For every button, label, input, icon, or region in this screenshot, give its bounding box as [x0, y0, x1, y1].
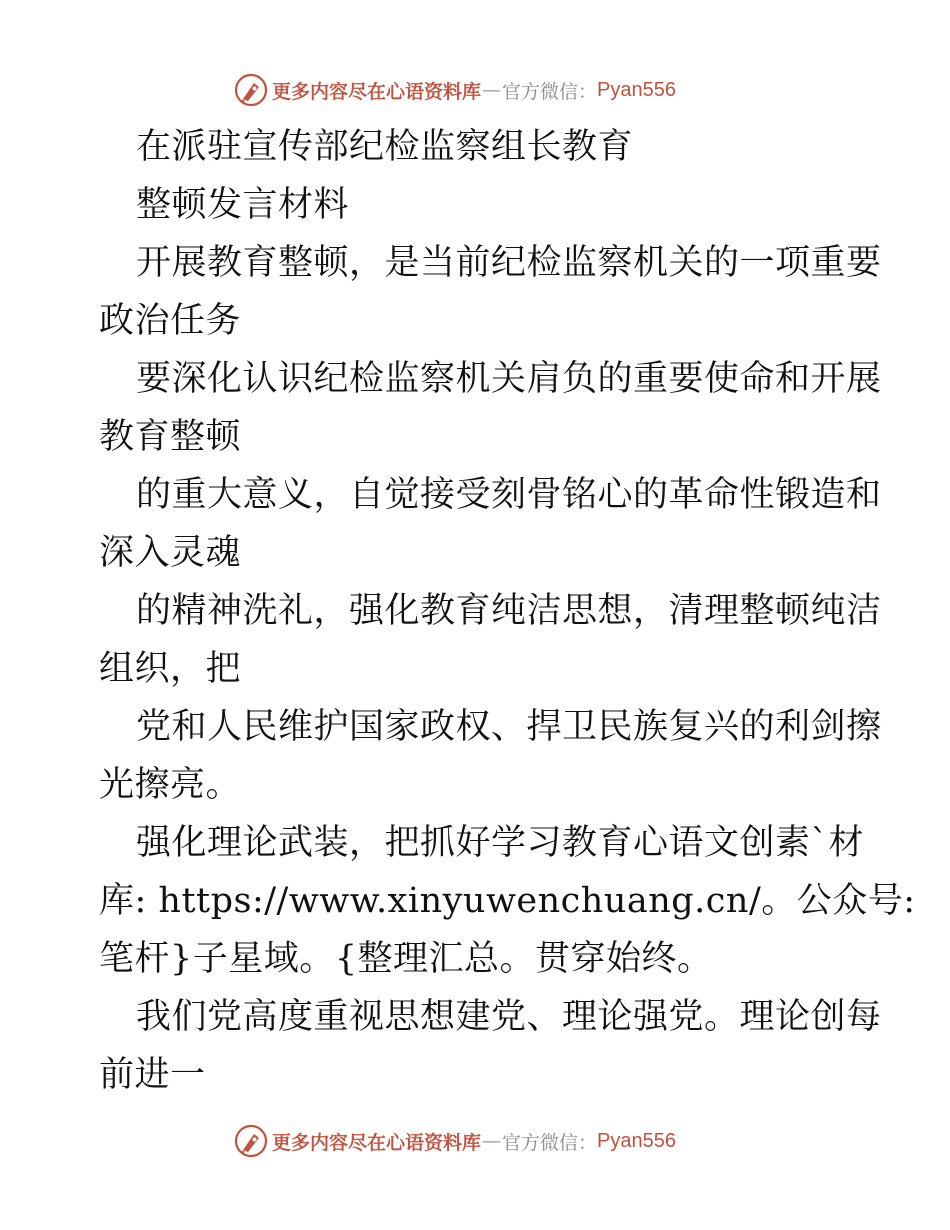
paragraph-line: 笔杆}子星域。{整理汇总。贯穿始终。 [99, 939, 713, 979]
paragraph-line: 我们党高度重视思想建党、理论强党。理论创每 [136, 997, 882, 1037]
document-title-line-1: 在派驻宣传部纪检监察组长教育 [136, 127, 634, 167]
footer-wechat-label: 官方微信： [502, 1131, 598, 1154]
header-brand-text: 更多内容尽在心语资料库 [272, 80, 482, 103]
footer-separator: — [482, 1130, 502, 1152]
header-wechat-label: 官方微信： [502, 80, 598, 103]
document-title-line-2: 整顿发言材料 [136, 185, 350, 225]
paragraph-line: 强化理论武装，把抓好学习教育心语文创素`材 [136, 823, 865, 863]
header-wechat-id: Pyan556 [597, 78, 676, 101]
paragraph-line: 的重大意义，自觉接受刻骨铭心的革命性锻造和 [136, 475, 882, 515]
paragraph-line: 教育整顿 [99, 417, 242, 457]
paragraph-line: 光擦亮。 [99, 765, 242, 805]
paragraph-line: 要深化认识纪检监察机关肩负的重要使命和开展 [136, 359, 882, 399]
footer-brand-text: 更多内容尽在心语资料库 [272, 1131, 482, 1154]
paragraph-line: 深入灵魂 [99, 533, 242, 573]
pen-nib-logo-icon [234, 1124, 268, 1158]
footer-watermark-banner [234, 1124, 676, 1158]
paragraph-line-with-url: 库: https://www.xinyuwenchuang.cn/。公众号: [99, 881, 916, 921]
footer-wechat-id: Pyan556 [597, 1129, 676, 1152]
document-body [99, 118, 916, 1104]
paragraph-line: 的精神洗礼，强化教育纯洁思想，清理整顿纯洁 [136, 591, 882, 631]
paragraph-line: 党和人民维护国家政权、捍卫民族复兴的利剑擦 [136, 707, 882, 747]
paragraph-line: 开展教育整顿，是当前纪检监察机关的一项重要 [136, 243, 882, 283]
header-separator: — [482, 79, 502, 101]
header-watermark-banner [234, 73, 676, 107]
pen-nib-logo-icon [234, 73, 268, 107]
paragraph-line: 前进一 [99, 1055, 206, 1095]
paragraph-line: 政治任务 [99, 301, 242, 341]
paragraph-line: 组织，把 [99, 649, 242, 689]
